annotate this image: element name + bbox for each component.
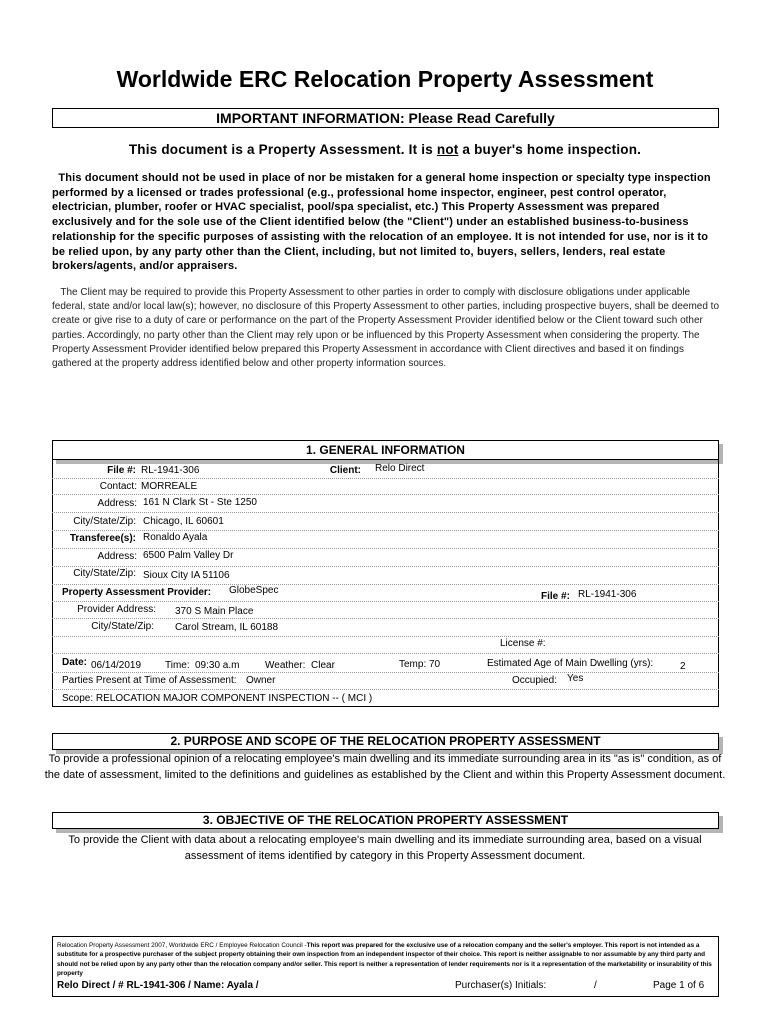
provider-file-label: File #: <box>541 591 570 602</box>
city-state-zip-value: Chicago, IL 60601 <box>143 516 224 527</box>
transferee-csz-value: Sioux City IA 51106 <box>143 570 230 581</box>
transferee-address-value: 6500 Palm Valley Dr <box>143 550 234 561</box>
transferee-value: Ronaldo Ayala <box>143 532 208 543</box>
occupied-value: Yes <box>567 673 584 684</box>
file-value: RL-1941-306 <box>141 465 200 476</box>
address-value: 161 N Clark St - Ste 1250 <box>143 497 257 508</box>
page-number: Page 1 of 6 <box>653 980 705 991</box>
contact-label: Contact: <box>99 481 137 492</box>
date-value: 06/14/2019 <box>91 660 142 671</box>
row-divider <box>52 530 719 531</box>
purpose-scope-heading: 2. PURPOSE AND SCOPE OF THE RELOCATION PROPERTY ASSESSMENT <box>52 733 719 750</box>
age-label: Estimated Age of Main Dwelling (yrs): <box>487 658 654 669</box>
purpose-scope-text: To provide a professional opinion of a relocating employee's main dwelling and its immediate surrounding area in its "as is" condition, as of the date of assessment, limited to the definitions and guidelines as established by the Client and within this Property Assessment document. <box>44 753 726 781</box>
provider-label: Property Assessment Provider: <box>62 587 212 598</box>
disclaimer-text: This document should not be used in place of nor be mistaken for a general home inspection or specialty type inspection performed by a licensed or trades professional (e.g., professional home inspector, engineer, pest control operator, electrician, plumber, roofer or HVAC specialist, pool/spa specialist, etc.) This Property Assessment was prepared exclusively and for the sole use of the Client identified below (the "Client") under an established business-to-business relationship for the specific purposes of assisting with the relocation of an employee. It is not intended for use, nor is it to be relied upon, by any party other than the Client, including, but not limited to, buyers, sellers, lenders, real estate brokers/agents, and/or appraisers. <box>52 172 711 273</box>
subtitle-post: a buyer's home inspection. <box>458 142 642 157</box>
initials-slash: / <box>594 980 597 991</box>
age-value: 2 <box>680 661 686 672</box>
provider-address-label: Provider Address: <box>77 604 156 615</box>
time-value: 09:30 a.m <box>195 660 240 671</box>
row-divider <box>52 636 719 637</box>
transferee-label: Transferee(s): <box>69 533 136 544</box>
purchaser-initials-label: Purchaser(s) Initials: <box>455 980 547 991</box>
provider-value: GlobeSpec <box>229 585 279 596</box>
document-subtitle <box>0 142 770 157</box>
occupied-label: Occupied: <box>512 675 558 686</box>
provider-csz-label: City/State/Zip: <box>91 621 154 632</box>
row-divider <box>52 601 719 602</box>
address-label: Address: <box>97 498 137 509</box>
objective-heading: 3. OBJECTIVE OF THE RELOCATION PROPERTY ASSESSMENT <box>52 812 719 829</box>
disclosure-text: The Client may be required to provide this Property Assessment to other parties in order to comply with disclosure obligations under applicable federal, state and/or local law(s); however, no disclosure of this Property Assessment to other parties, including prospective buyers, shall be deemed to create or give rise to a duty of care or performance on the part of the Property Assessment Provider identified below or the Client toward such other parties. Accordingly, no party other than the Client may rely upon or be influenced by this Property Assessment when considering the property. The Property Assessment Provider identified below prepared this Property Assessment in accordance with Client directives and based it on findings gathered at the property address identified below and other property information sources. <box>52 287 720 370</box>
license-label: License #: <box>500 638 546 649</box>
date-label: Date: <box>62 657 88 668</box>
general-info-heading: 1. GENERAL INFORMATION <box>52 440 719 460</box>
row-divider <box>52 478 719 479</box>
temp-value: 70 <box>429 659 441 670</box>
disclaimer-paragraph <box>52 171 720 274</box>
important-banner: IMPORTANT INFORMATION: Please Read Carefully <box>52 108 719 128</box>
subtitle-pre: This document is a Property Assessment. It is <box>128 142 437 157</box>
row-divider <box>52 494 719 495</box>
row-divider <box>52 584 719 585</box>
row-divider <box>52 566 719 567</box>
temp-label: Temp: <box>399 659 427 670</box>
weather-label: Weather: <box>265 660 306 671</box>
disclosure-paragraph <box>52 286 720 371</box>
footer-reference: Relo Direct / # RL-1941-306 / Name: Ayala / <box>57 980 259 991</box>
provider-address-value: 370 S Main Place <box>175 606 254 617</box>
scope-text: Scope: RELOCATION MAJOR COMPONENT INSPECTION -- ( MCI ) <box>62 693 373 704</box>
row-divider <box>52 689 719 690</box>
client-label: Client: <box>329 465 361 476</box>
contact-value: MORREALE <box>141 481 198 492</box>
row-divider <box>52 653 719 654</box>
city-state-zip-label: City/State/Zip: <box>73 516 136 527</box>
document-title: Worldwide ERC Relocation Property Assessment <box>116 66 654 92</box>
file-label: File #: <box>107 465 136 476</box>
weather-value: Clear <box>311 660 335 671</box>
provider-csz-value: Carol Stream, IL 60188 <box>175 622 279 633</box>
row-divider <box>52 618 719 619</box>
parties-value: Owner <box>246 675 276 686</box>
footer-note-normal: Relocation Property Assessment 2007, Worldwide ERC / Employee Relocation Council - <box>57 942 307 949</box>
row-divider <box>52 672 719 673</box>
footer-disclaimer <box>57 941 712 978</box>
row-divider <box>52 548 719 549</box>
parties-label: Parties Present at Time of Assessment: <box>62 675 237 686</box>
time-label: Time: <box>165 660 190 671</box>
row-divider <box>52 512 719 513</box>
provider-file-value: RL-1941-306 <box>578 589 637 600</box>
transferee-csz-label: City/State/Zip: <box>73 568 136 579</box>
objective-text: To provide the Client with data about a relocating employee's main dwelling and its immediate surrounding area, based on a visual assessment of items identified by category in this Property Assessment document. <box>68 834 702 862</box>
transferee-address-label: Address: <box>97 551 137 562</box>
client-value: Relo Direct <box>375 463 425 474</box>
footer-note-bold: This report was prepared for the exclusive use of a relocation company and the seller's employer. This report is not intended as a substitute for a prospective purchaser of the subject property obtaining their own inspection from an independent inspector of their choice. This report is neither assignable to nor assumable by any third party and should not be relied upon by any party other than the relocation company and/or seller. This report is neither a representation of lender requirements nor is it a representation of the marketability or insurability of this property <box>57 942 712 977</box>
subtitle-not: not <box>436 142 459 157</box>
